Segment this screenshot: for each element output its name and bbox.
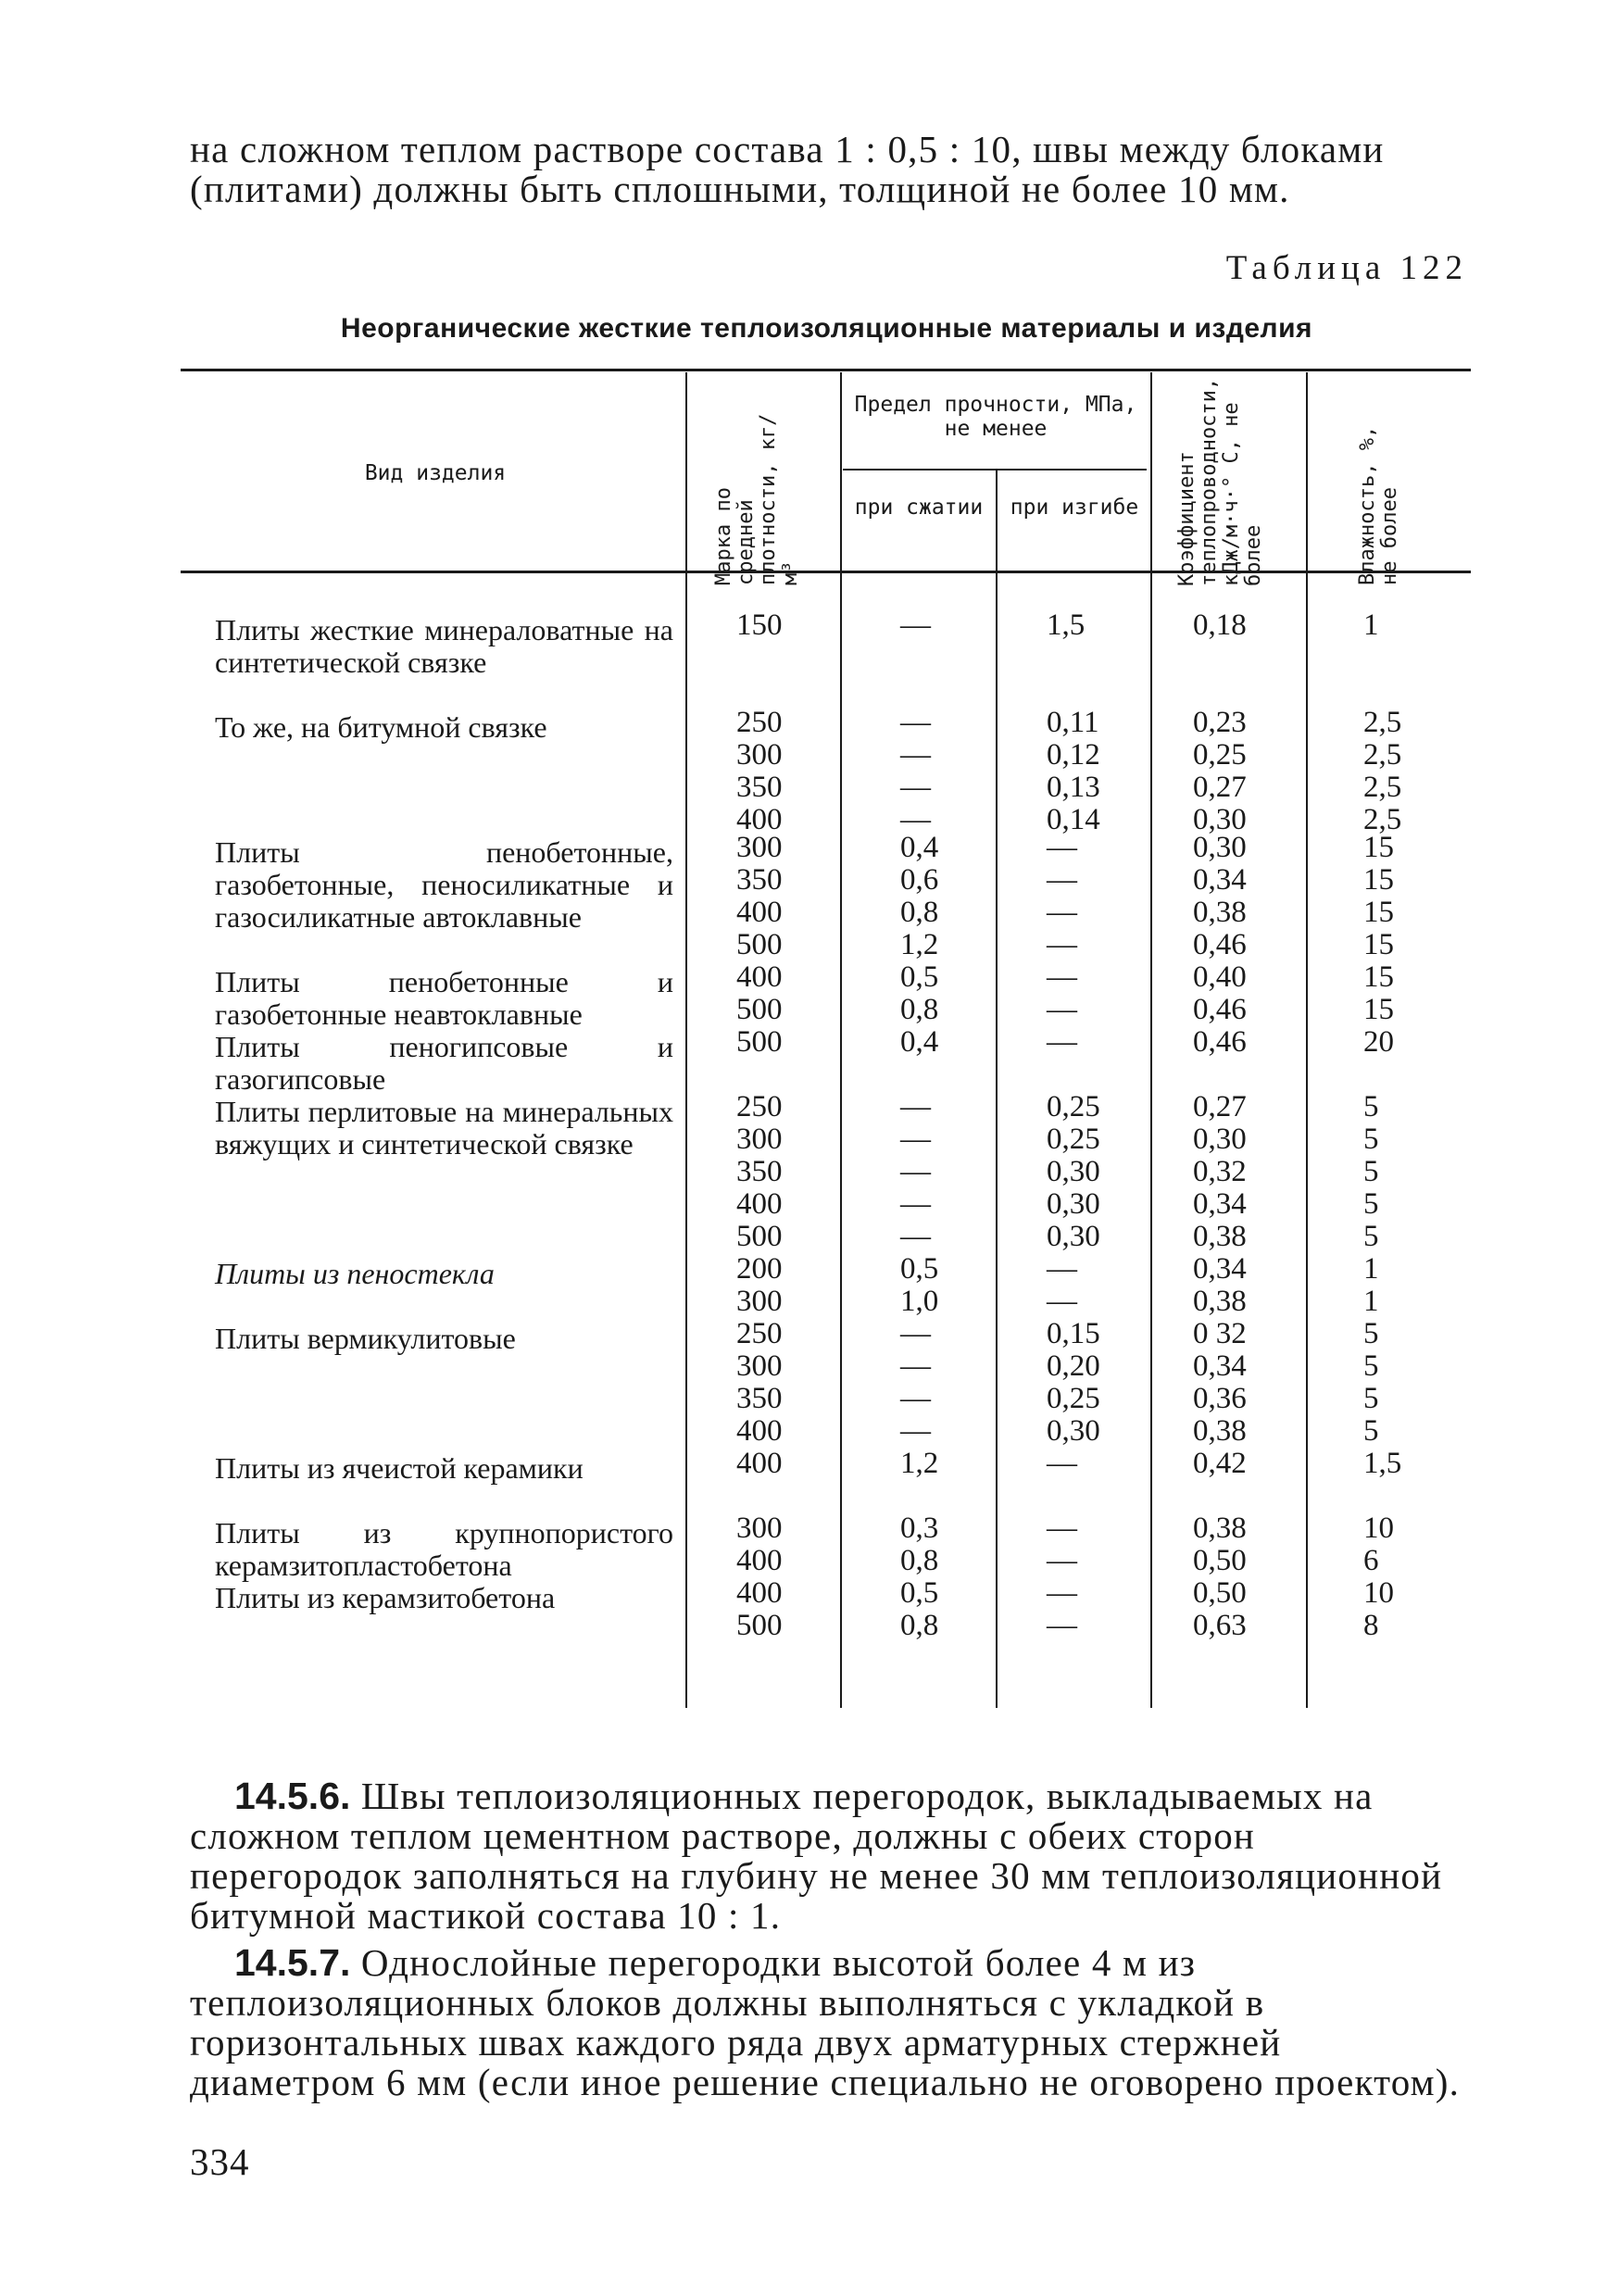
cell-compression: — — — — (900, 1317, 931, 1448)
header-humidity: Влажность, %, не более (1356, 425, 1401, 585)
cell-conductivity: 0,40 0,46 (1193, 960, 1247, 1026)
cell-humidity: 15 15 15 15 (1363, 831, 1394, 961)
cell-conductivity: 0,38 0,50 (1193, 1512, 1247, 1577)
table-row-name: Плиты пенобетонные, газобетонные, пеносиликатные и газосиликатные автоклавные (215, 835, 673, 934)
cell-bending: 0,15 0,20 0,25 0,30 (1047, 1317, 1100, 1448)
cell-humidity: 1,5 (1363, 1447, 1402, 1480)
cell-conductivity: 0,27 0,30 0,32 0,34 0,38 (1193, 1090, 1247, 1253)
cell-humidity: 15 15 (1363, 960, 1394, 1026)
cell-humidity: 5 5 5 5 (1363, 1317, 1379, 1448)
cell-grade: 400 500 (736, 960, 783, 1026)
section-number: 14.5.7. (234, 1941, 351, 1984)
cell-grade: 400 (736, 1447, 783, 1480)
table-row-name: Плиты пенобетонные и газобетонные неавтоклавные (215, 965, 673, 1031)
cell-compression: — (900, 609, 931, 642)
cell-bending: — (1047, 1025, 1077, 1059)
cell-bending: — — (1047, 1252, 1077, 1318)
cell-humidity: 1 (1363, 609, 1379, 642)
cell-humidity: 10 8 (1363, 1576, 1394, 1642)
cell-compression: — — — — — (900, 1090, 931, 1253)
table-row-name: Плиты из пеностекла (215, 1257, 495, 1290)
strength-sub-rule (843, 469, 1147, 470)
cell-compression: 0,4 0,6 0,8 1,2 (900, 831, 939, 961)
cell-humidity: 5 5 5 5 5 (1363, 1090, 1379, 1253)
cell-bending: — — (1047, 960, 1077, 1026)
cell-bending: — — (1047, 1512, 1077, 1577)
section-14-5-7 (190, 1943, 1463, 2102)
table-row-name: Плиты вермикулитовые (215, 1322, 516, 1355)
section-text: Швы теплоизоляционных перегородок, выкладываемых на сложном теплом цементном растворе, должны с обеих сторон перегородок заполняться на глубину не менее 30 мм теплоизоляционной битумной мастикой состава 10 : 1. (190, 1775, 1443, 1937)
cell-compression: — — — — (900, 706, 931, 836)
cell-grade: 400 500 (736, 1576, 783, 1642)
cell-grade: 150 (736, 609, 783, 642)
cell-bending: — — (1047, 1576, 1077, 1642)
cell-grade: 250 300 350 400 500 (736, 1090, 783, 1253)
cell-compression: 0,5 0,8 (900, 960, 939, 1026)
column-rule-1 (685, 372, 687, 1708)
section-number: 14.5.6. (234, 1775, 351, 1817)
cell-grade: 300 350 400 500 (736, 831, 783, 961)
cell-bending: 1,5 (1047, 609, 1086, 642)
cell-conductivity: 0,23 0,25 0,27 0,30 (1193, 706, 1247, 836)
cell-conductivity: 0,18 (1193, 609, 1247, 642)
cell-conductivity: 0,50 0,63 (1193, 1576, 1247, 1642)
header-bending: при изгибе (1010, 496, 1139, 520)
cell-conductivity: 0,42 (1193, 1447, 1247, 1480)
cell-conductivity: 0,34 0,38 (1193, 1252, 1247, 1318)
header-compression: при сжатии (854, 496, 984, 520)
cell-bending: — — — — (1047, 831, 1077, 961)
table-row-name: Плиты перлитовые на минеральных вяжущих и синтетической связке (215, 1095, 673, 1161)
cell-bending: — (1047, 1447, 1077, 1480)
cell-compression: 0,3 0,8 (900, 1512, 939, 1577)
cell-compression: 0,5 0,8 (900, 1576, 939, 1642)
page-number: 334 (190, 2140, 250, 2183)
header-strength: Предел прочности, МПа, не менее (854, 393, 1137, 441)
section-text: Однослойные перегородки высотой более 4 м из теплоизоляционных блоков должны выполняться с укладкой в горизонтальных швах каждого ряда двух арматурных стержней диаметром 6 мм (если иное решение специально не оговорено проектом). (190, 1941, 1461, 2103)
section-14-5-6 (190, 1776, 1463, 1936)
cell-grade: 300 400 (736, 1512, 783, 1577)
cell-grade: 250 300 350 400 (736, 706, 783, 836)
table-label: Таблица 122 (1225, 249, 1468, 287)
header-product: Вид изделия (364, 461, 507, 485)
intro-paragraph: на сложном теплом растворе состава 1 : 0,5 : 10, швы между блоками (плитами) должны быть сплошными, толщиной не более 10 мм. (190, 128, 1385, 210)
table-row-name: Плиты из ячеистой керамики (215, 1451, 584, 1485)
cell-humidity: 10 6 (1363, 1512, 1394, 1577)
table-row-name: То же, на битумной связке (215, 710, 547, 744)
cell-humidity: 2,5 2,5 2,5 2,5 (1363, 706, 1402, 836)
cell-bending: 0,25 0,25 0,30 0,30 0,30 (1047, 1090, 1100, 1253)
column-rule-5 (1306, 372, 1308, 1708)
cell-bending: 0,11 0,12 0,13 0,14 (1047, 706, 1100, 836)
table-row-name: Плиты жесткие минераловатные на синтетической связке (215, 613, 673, 679)
cell-conductivity: 0,30 0,34 0,38 0,46 (1193, 831, 1247, 961)
cell-humidity: 1 1 (1363, 1252, 1379, 1318)
cell-compression: 0,4 (900, 1025, 939, 1059)
cell-humidity: 20 (1363, 1025, 1394, 1059)
cell-grade: 200 300 (736, 1252, 783, 1318)
cell-compression: 1,2 (900, 1447, 939, 1480)
table-row-name: Плиты из керамзитобетона (215, 1581, 556, 1614)
table-row-name: Плиты пеногипсовые и газогипсовые (215, 1030, 673, 1096)
table-row-name: Плиты из крупнопористого керамзитопластобетона (215, 1516, 673, 1582)
header-conductivity: Коэффициент теплопроводности, кДж/м·ч·° С, не более (1175, 377, 1265, 586)
column-rule-4 (1150, 372, 1152, 1708)
cell-conductivity: 0 32 0,34 0,36 0,38 (1193, 1317, 1247, 1448)
column-rule-2 (840, 372, 842, 1708)
cell-conductivity: 0,46 (1193, 1025, 1247, 1059)
header-grade: Марка по средней плотности, кг/м³ (712, 413, 802, 585)
column-rule-3 (996, 470, 998, 1708)
cell-grade: 250 300 350 400 (736, 1317, 783, 1448)
table-title: Неорганические жесткие теплоизоляционные материалы и изделия (340, 313, 1313, 344)
cell-compression: 0,5 1,0 (900, 1252, 939, 1318)
table-top-rule (181, 369, 1471, 371)
cell-grade: 500 (736, 1025, 783, 1059)
